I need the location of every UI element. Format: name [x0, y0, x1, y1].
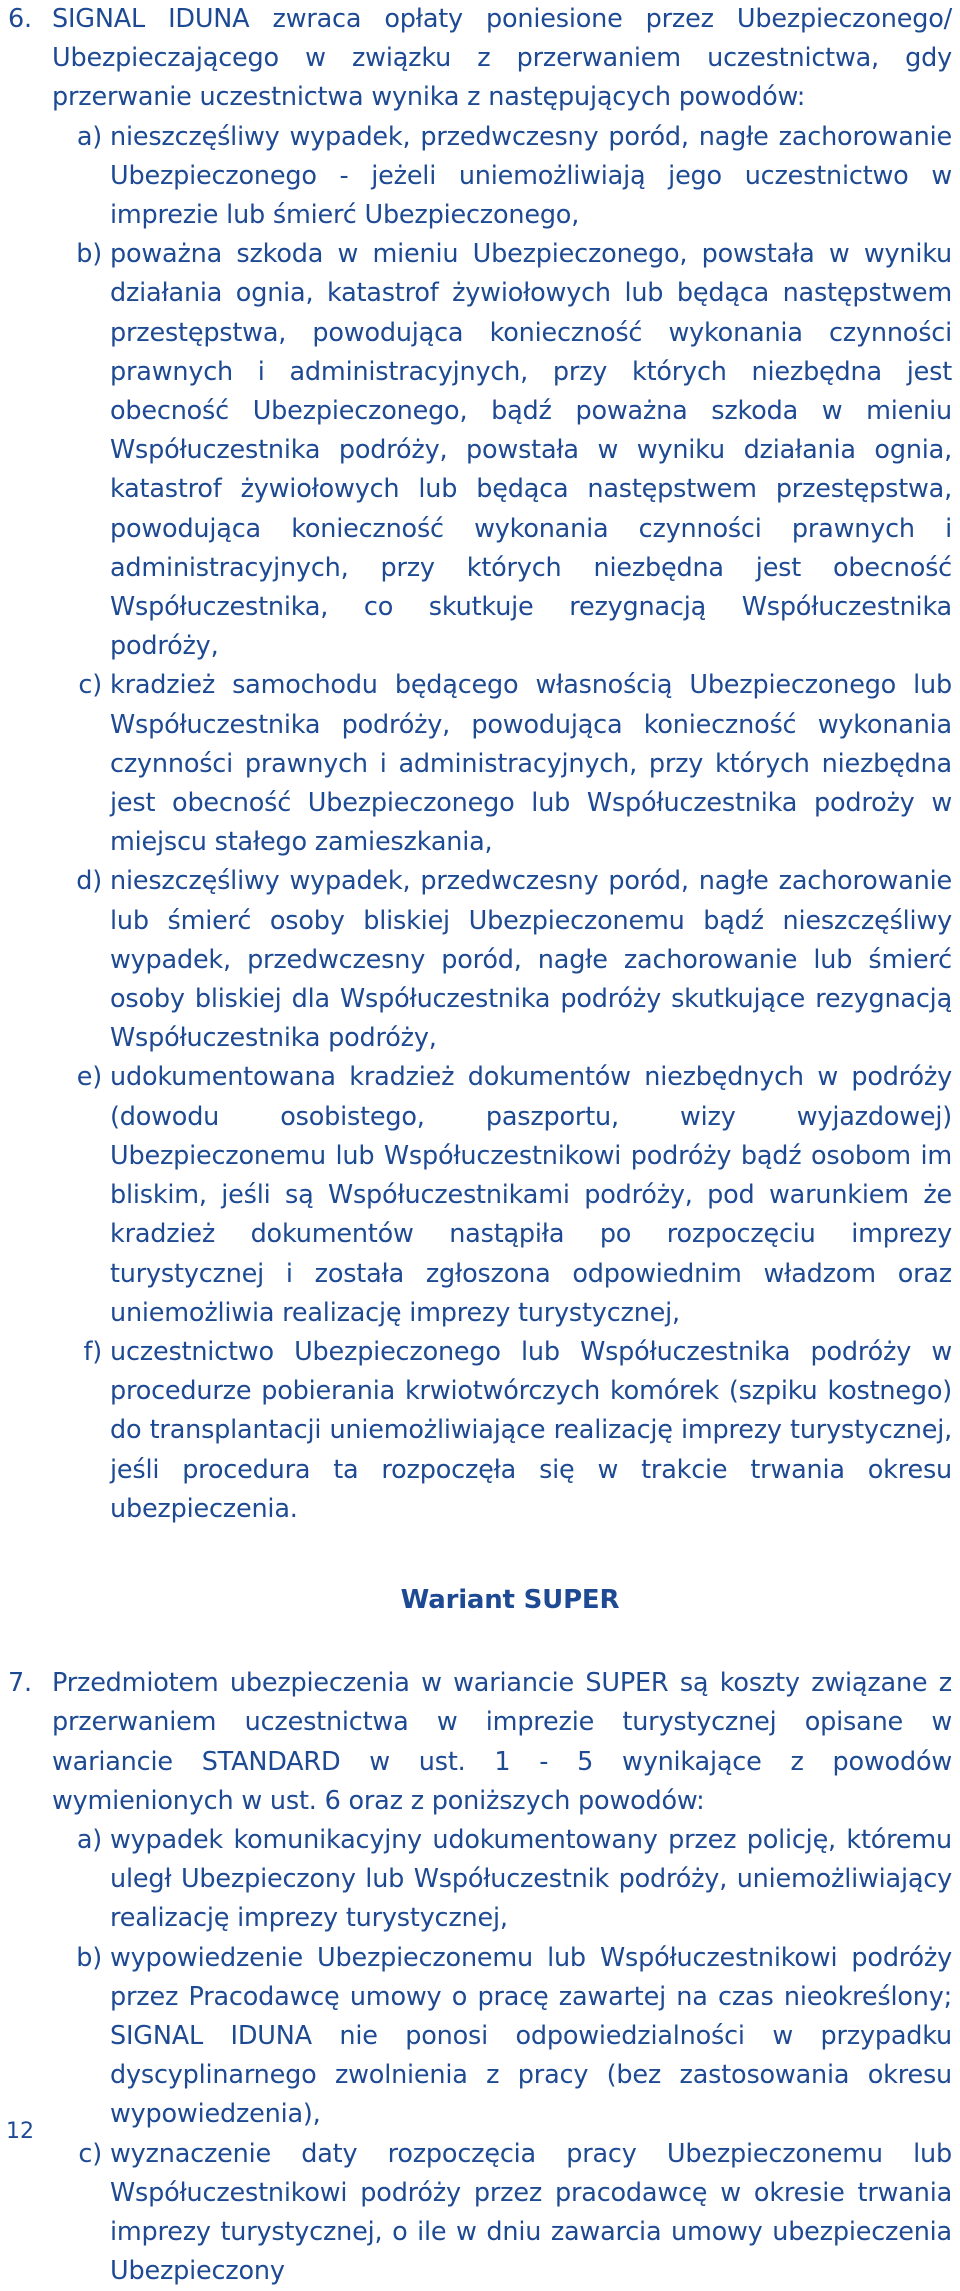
- list-item-label: c): [78, 670, 102, 701]
- list-item: [52, 862, 952, 1058]
- list-item-text: wyznaczenie daty rozpoczęcia pracy Ubezpieczonemu lub Współuczestnikowi podróży przez pracodawcę w okresie trwania imprezy turystycznej, o ile w dniu zawarcia umowy ubezpieczenia Ubezpieczony: [110, 2138, 952, 2287]
- list-item-text: uczestnictwo Ubezpieczonego lub Współuczestnika podróży w procedurze pobierania krwiotwórczych komórek (szpiku kostnego) do transplantacji uniemożliwiające realizację imprezy turystycznej, jeśli procedura ta rozpoczęła się w trakcie trwania okresu ubezpieczenia.: [110, 1336, 952, 1524]
- list-item: [52, 118, 952, 236]
- list-item: [52, 666, 952, 862]
- point-intro: Przedmiotem ubezpieczenia w wariancie SUPER są koszty związane z przerwaniem uczestnictwa w imprezie turystycznej opisane w wariancie STANDARD w ust. 1 - 5 wynikające z powodów wymienionych w ust. 6 oraz z poniższych powodów:: [52, 1668, 952, 1816]
- list-item: [52, 1058, 952, 1332]
- point-number: 7.: [8, 1668, 32, 1699]
- list-item-label: f): [83, 1336, 102, 1367]
- list-item-label: a): [76, 121, 102, 152]
- list-item: [52, 1939, 952, 2135]
- list-item-label: c): [78, 2138, 102, 2169]
- point-7-body: [52, 1664, 952, 2291]
- list-item-label: d): [76, 866, 102, 897]
- list-item-text: nieszczęśliwy wypadek, przedwczesny poród, nagłe zachorowanie Ubezpieczonego - jeżeli uniemożliwiają jego uczestnictwo w imprezie lub śmierć Ubezpieczonego,: [110, 121, 952, 231]
- list-item-text: kradzież samochodu będącego własnością Ubezpieczonego lub Współuczestnika podróży, powodująca konieczność wykonania czynności prawnych i administracyjnych, przy których niezbędna jest obecność Ubezpieczonego lub Współuczestnika podroży w miejscu stałego zamieszkania,: [110, 670, 952, 858]
- list-item: [52, 2135, 952, 2291]
- list-item-text: udokumentowana kradzież dokumentów niezbędnych w podróży (dowodu osobistego, paszportu, wizy wyjazdowej) Ubezpieczonemu lub Współuczestnikowi podróży bądź osobom im bliskim, jeśli są Współuczestnikami podróży, pod warunkiem że kradzież dokumentów nastąpiła po rozpoczęciu imprezy turystycznej i została zgłoszona odpowiednim władzom oraz uniemożliwia realizację imprezy turystycznej,: [110, 1062, 952, 1328]
- list-item: [52, 1821, 952, 1939]
- list-item-label: a): [76, 1824, 102, 1855]
- list-item-label: b): [76, 1942, 102, 1973]
- point-6: [8, 0, 952, 1529]
- point-number: 6.: [8, 4, 32, 34]
- point-intro: SIGNAL IDUNA zwraca opłaty poniesione przez Ubezpieczonego/ Ubezpieczającego w związku z przerwaniem uczestnictwa, gdy przerwanie uczestnictwa wynika z następujących powodów:: [52, 4, 952, 113]
- section-heading: Wariant SUPER: [400, 1584, 620, 1615]
- list-item-label: b): [76, 239, 102, 270]
- list-item: [52, 1333, 952, 1529]
- point-6-body: [52, 0, 952, 1529]
- list-item-text: poważna szkoda w mieniu Ubezpieczonego, powstała w wyniku działania ognia, katastrof żywiołowych lub będąca następstwem przestępstwa, powodująca konieczność wykonania czynności prawnych i administracyjnych, przy których niezbędna jest obecność Ubezpieczonego, bądź poważna szkoda w mieniu Współuczestnika podróży, powstała w wyniku działania ognia, katastrof żywiołowych lub będąca następstwem przestępstwa, powodująca konieczność wykonania czynności prawnych i administracyjnych, przy których niezbędna jest obecność Współuczestnika, co skutkuje rezygnacją Współuczestnika podróży,: [110, 239, 952, 662]
- page-number: 12: [6, 2119, 34, 2144]
- list-item-text: wypowiedzenie Ubezpieczonemu lub Współuczestnikowi podróży przez Pracodawcę umowy o pracę zawartej na czas nieokreślony; SIGNAL IDUNA nie ponosi odpowiedzialności w przypadku dyscyplinarnego zwolnienia z pracy (bez zastosowania okresu wypowiedzenia),: [110, 1942, 952, 2130]
- list-item-label: e): [76, 1062, 102, 1093]
- list-item-text: wypadek komunikacyjny udokumentowany przez policję, któremu uległ Ubezpieczony lub Współuczestnik podróży, uniemożliwiający realizację imprezy turystycznej,: [110, 1824, 952, 1934]
- list-item-text: nieszczęśliwy wypadek, przedwczesny poród, nagłe zachorowanie lub śmierć osoby bliskiej Ubezpieczonemu bądź nieszczęśliwy wypadek, przedwczesny poród, nagłe zachorowanie lub śmierć osoby bliskiej dla Współuczestnika podróży skutkujące rezygnacją Współuczestnika podróży,: [110, 866, 952, 1054]
- list-item: [52, 235, 952, 666]
- point-7: [8, 1664, 952, 2291]
- document-content: [8, 0, 952, 2291]
